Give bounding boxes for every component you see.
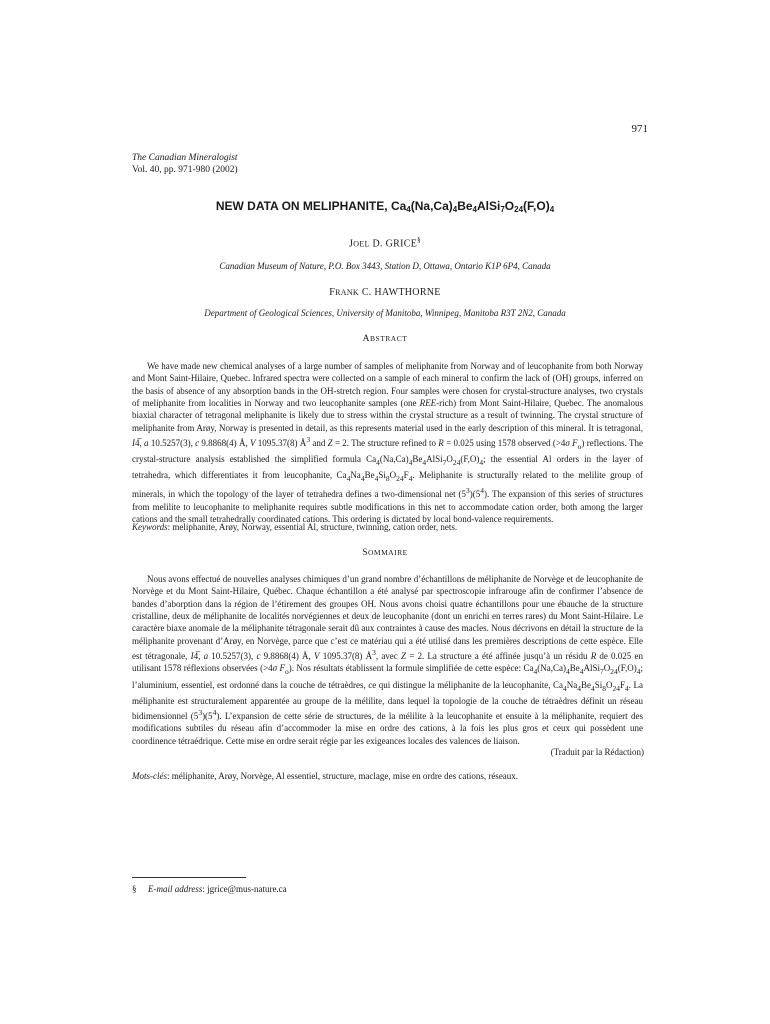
author-2-initial: F xyxy=(329,287,336,298)
journal-name: The Canadian Mineralogist xyxy=(132,153,238,163)
author-1-rest: D. GRICE xyxy=(369,238,418,250)
sommaire-heading-initial: S xyxy=(362,548,369,558)
footnote-mark: § xyxy=(132,884,137,894)
sommaire-body xyxy=(132,573,643,747)
footnote xyxy=(132,884,287,894)
author-2 xyxy=(0,287,770,298)
abstract-body xyxy=(132,360,643,526)
title-prefix: NEW DATA ON MELIPHANITE, xyxy=(215,199,391,213)
author-1-affiliation: Canadian Museum of Nature, P.O. Box 3443, Station D, Ottawa, Ontario K1P 6P4, Canada xyxy=(219,261,551,271)
mots-cles-text: : méliphanite, Arøy, Norvège, Al essentiel, structure, maclage, mise en ordre des cations, réseaux. xyxy=(167,771,519,781)
footnote-label: E-mail address xyxy=(148,884,203,894)
title-formula: $Ca_4(Na,Ca)_4Be_4AlSi_7O_{24}(F,O)_4$ xyxy=(390,199,555,214)
abstract-heading-rest: BSTRACT xyxy=(370,334,408,343)
mots-cles xyxy=(132,771,643,781)
article-title xyxy=(0,199,770,214)
author-1-first-rest: OEL xyxy=(353,239,370,249)
page-number: 971 xyxy=(631,123,648,135)
footnote-text: : jgrice@mus-nature.ca xyxy=(202,884,287,894)
abstract-heading-initial: A xyxy=(362,334,371,344)
keywords xyxy=(132,522,643,532)
author-2-rest: C. HAWTHORNE xyxy=(359,287,441,298)
keywords-text: : meliphanite, Arøy, Norway, essential Al, structure, twinning, cation order, nets. xyxy=(167,522,458,532)
journal-citation xyxy=(132,152,238,176)
author-1-initial: J xyxy=(349,238,354,250)
sommaire-text: Nous avons effectué de nouvelles analyses chimiques d’un grand nombre d’échantillons de méliphanite de Norvège et de leucophanite de Norvège et du Mont Saint-Hilaire, Québec. Chaque échantillon a été analysé par spectroscopie infrarouge afin de confirmer l’absence de bandes d’aborption dans la région de l’étirement des groupes OH. Nous avons choisi quatre échantillons pour une ébauche de la structure cristalline, deux de méliphanite de localités norvégiennes et deux de leucophanite (dont un enrichi en terres rares) du Mont Saint-Hilaire. Le caractère biaxe anomale de la méliphanite tétragonale serait dû aux contraintes à cause des macles. Nous décrivons en détail la structure de la méliphanite provenant d’Arøy, en Norvège, parce que c’est ce matériau qui a été utilisé dans les premières descriptions de cette espèce. Elle est tétragonale, I4̅, a 10.5257(3), c 9.8868(4) Å, V 1095.37(8) $Å^3$, avec Z = 2. La structure a été affinée jusqu’à un résidu R de 0.025 en utilisant 1578 réflexions observées (>4σ $F_o$). Nos résultats établissent la formule simplifiée de cette espèce: $Ca_4(Na,Ca)_4Be_4AlSi_7O_{24}(F,O)_4$; l’aluminium, essentiel, est ordonné dans la couche de tétraèdres, ce qui distingue la méliphanite de la leucophanite, $Ca_4Na_4Be_4Si_8O_{24}F_4$. La méliphanite est structuralement apparentée au groupe de la mélilite, dans lequel la topologie de la couche de tétraèdres définit un réseau bidimensionnel $(5^3)(5^4)$. L’expansion de cette série de structures, de la mélilite à la leucophanite et ensuite à la méliphanite, requiert des modifications subtiles du réseau afin d’accommoder la mise en ordre des cations, à la fois les plus gros et ceux qui possèdent une coordinence tétraédrique. Cette mise en ordre serait régie par les exigeances locales des valences de liaison. xyxy=(132,574,644,746)
abstract-text: We have made new chemical analyses of a large number of samples of meliphanite from Norway and of leucophanite from both Norway and Mont Saint-Hilaire, Quebec. Infrared spectra were collected on a sample of each mineral to confirm the lack of (OH) groups, inferred on the basis of absence of any absorption bands in the OH-stretch region. Four samples were chosen for crystal-structure analyses, two crystals of meliphanite from localities in Norway and two leucophanite samples (one REE-rich) from Mont Saint-Hilaire, Quebec. The anomalous biaxial character of tetragonal meliphanite is likely due to stress within the crystal structure as a result of twinning. The crystal structure of meliphanite from Arøy, Norway is presented in detail, as this represents material used in the early description of this mineral. It is tetragonal, I4̅, a 10.5257(3), c 9.8868(4) Å, V 1095.37(8) $Å^3$ and Z = 2. The structure refined to R = 0.025 using 1578 observed (>4σ $F_o$) reflections. The crystal-structure analysis established the simplified formula $Ca_4(Na,Ca)_4Be_4AlSi_7O_{24}(F,O)_4$; the essential Al orders in the layer of tetrahedra, which differentiates it from leucophanite, $Ca_4Na_4Be_4Si_8O_{24}F_4$. Meliphanite is structurally related to the melilite group of minerals, in which the topology of the layer of tetrahedra defines a two-dimensional net $(5^3)(5^4)$. The expansion of this series of structures from melilite to leucophanite to meliphanite requires subtle modifications in this net to accommodate cation order, both among the larger cations and the small tetrahedrally coordinated cations. This ordering is dictated by local bond-valence requirements. xyxy=(132,361,644,525)
author-1-mark: § xyxy=(417,236,421,244)
journal-volume: Vol. 40, pp. 971-980 (2002) xyxy=(132,165,238,175)
author-2-first-rest: RANK xyxy=(335,288,360,297)
keywords-label: Keywords xyxy=(132,522,168,532)
mots-cles-label: Mots-clés xyxy=(132,771,167,781)
sommaire-heading xyxy=(0,548,770,558)
sommaire-heading-rest: OMMAIRE xyxy=(368,548,408,557)
author-2-affiliation: Department of Geological Sciences, University of Manitoba, Winnipeg, Manitoba R3T 2N2, Canada xyxy=(204,308,566,318)
author-1 xyxy=(0,236,770,249)
translation-credit: (Traduit par la Rédaction) xyxy=(550,747,644,757)
abstract-heading xyxy=(0,334,770,344)
footnote-rule xyxy=(132,877,246,878)
